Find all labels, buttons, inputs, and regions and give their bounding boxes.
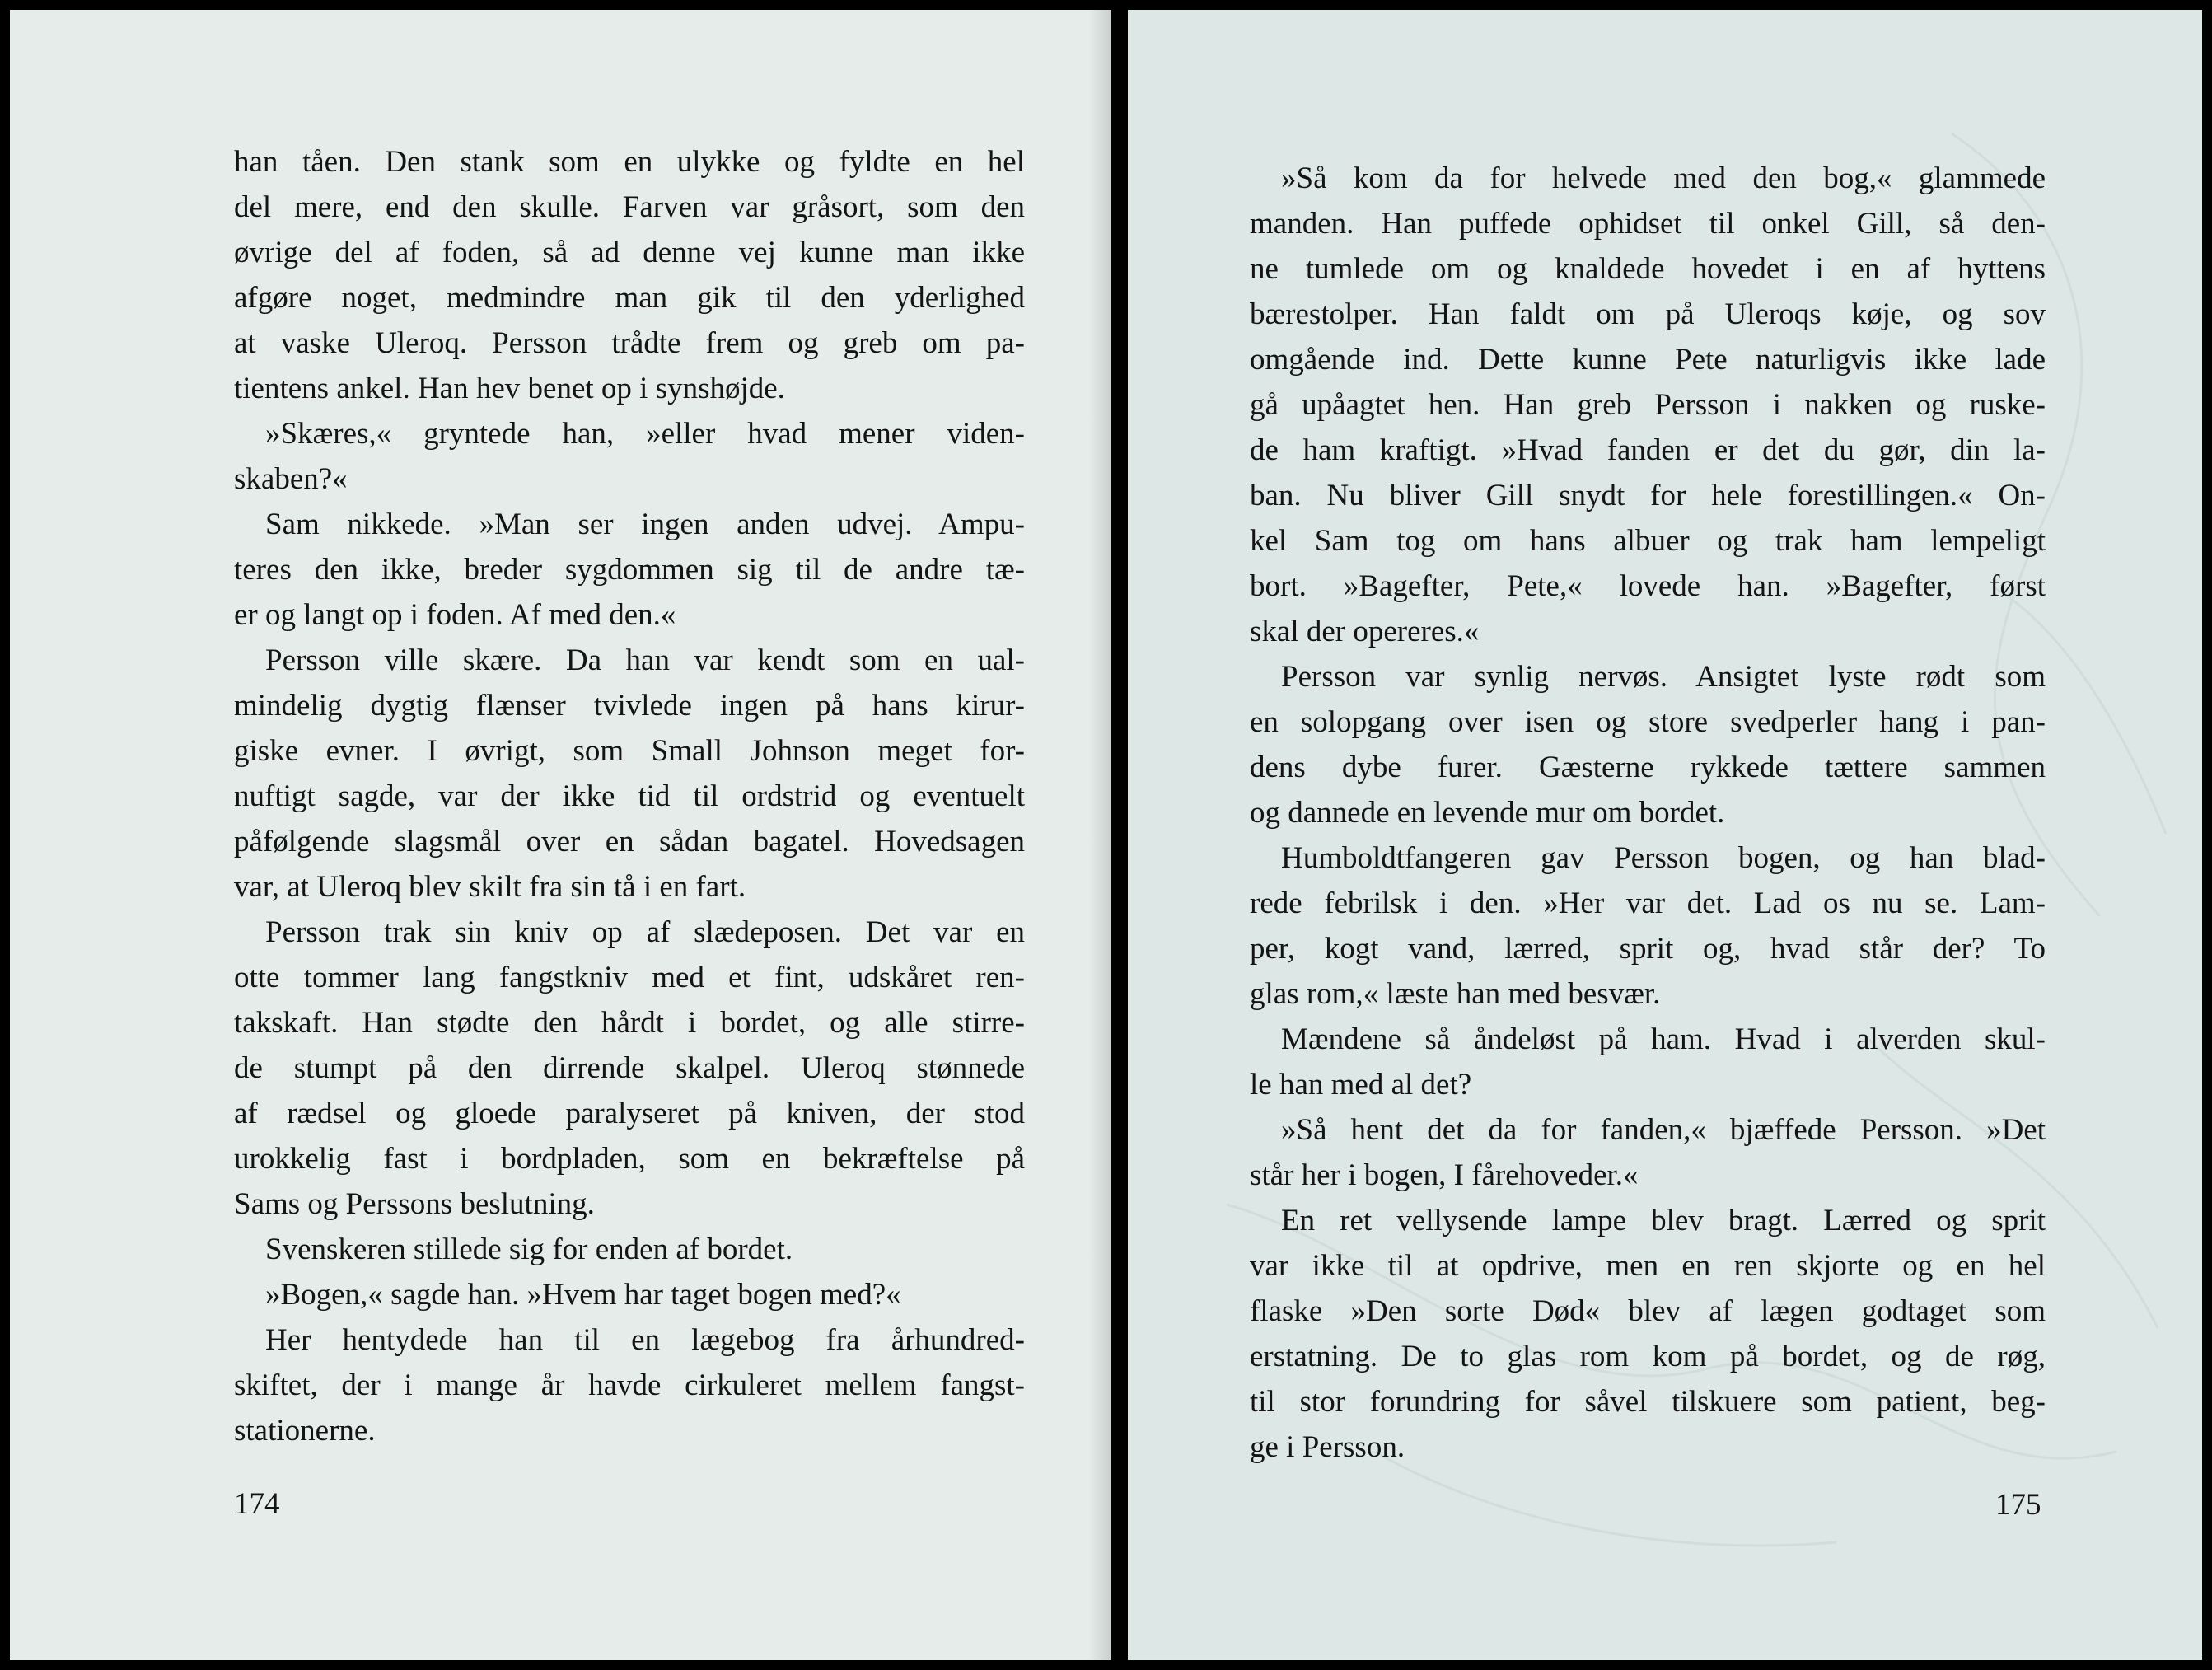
text-line: omgående ind. Dette kunne Pete naturligvis ikke lade [1250,343,2046,377]
text-line: takskaft. Han stødte den hårdt i bordet, og alle stirre- [234,1006,1025,1040]
text-line: ban. Nu bliver Gill snydt for hele forestillingen.« On- [1250,479,2046,512]
text-line: flaske »Den sorte Død« blev af lægen godtaget som [1250,1294,2046,1328]
text-line: otte tommer lang fangstkniv med et fint, udskåret ren- [234,961,1025,994]
right-page [1128,10,2202,1660]
text-line: og dannede en levende mur om bordet. [1250,796,1725,830]
right-page-text [1250,156,2046,1470]
text-line: erstatning. De to glas rom kom på bordet, og de røg, [1250,1340,2046,1373]
text-line: kel Sam tog om hans albuer og trak ham lempeligt [1250,524,2046,558]
text-line: skiftet, der i mange år havde cirkuleret mellem fangst- [234,1368,1025,1402]
text-line: le han med al det? [1250,1068,1472,1102]
text-line: han tåen. Den stank som en ulykke og fyldte en hel [234,145,1025,179]
text-line: gå upåagtet hen. Han greb Persson i nakken og ruske- [1250,388,2046,422]
text-line: Persson trak sin kniv op af slædeposen. Det var en [265,915,1025,949]
text-line: dens dybe furer. Gæsterne rykkede tættere sammen [1250,751,2046,784]
gutter-shadow [1088,10,1111,1660]
page-number-right: 175 [1995,1488,2041,1522]
text-line: Mændene så åndeløst på ham. Hvad i alverden skul- [1281,1022,2046,1056]
text-line: urokkelig fast i bordpladen, som en bekræftelse på [234,1142,1025,1176]
text-line: var ikke til at opdrive, men en ren skjorte og en hel [1250,1249,2046,1283]
text-line: manden. Han puffede ophidset til onkel Gill, så den- [1250,207,2046,241]
text-line: mindelig dygtig flænser tvivlede ingen på hans kirur- [234,689,1025,723]
text-line: giske evner. I øvrigt, som Small Johnson meget for- [234,734,1025,768]
text-line: afgøre noget, medmindre man gik til den yderlighed [234,281,1025,315]
text-line: »Bogen,« sagde han. »Hvem har taget bogen med?« [265,1278,901,1312]
text-line: påfølgende slagsmål over en sådan bagatel. Hovedsagen [234,825,1025,858]
page-number-left: 174 [234,1487,280,1521]
text-line: af rædsel og gloede paralyseret på kniven, der stod [234,1097,1025,1130]
text-line: øvrige del af foden, så ad denne vej kunne man ikke [234,236,1025,269]
text-line: står her i bogen, I fårehoveder.« [1250,1158,1639,1192]
text-line: til stor forundring for såvel tilskuere som patient, beg- [1250,1385,2046,1419]
text-line: »Så kom da for helvede med den bog,« glammede [1281,161,2046,195]
text-line: bærestolper. Han faldt om på Uleroqs køje, og sov [1250,297,2046,331]
text-line: skaben?« [234,462,348,496]
text-line: bort. »Bagefter, Pete,« lovede han. »Bagefter, først [1250,569,2046,603]
text-line: Humboldtfangeren gav Persson bogen, og han blad- [1281,841,2046,875]
text-line: En ret vellysende lampe blev bragt. Lærred og sprit [1281,1204,2046,1237]
text-line: teres den ikke, breder sygdommen sig til de andre tæ- [234,553,1025,587]
text-line: del mere, end den skulle. Farven var gråsort, som den [234,190,1025,224]
text-line: »Så hent det da for fanden,« bjæffede Persson. »Det [1281,1113,2046,1147]
text-line: Her hentydede han til en lægebog fra århundred- [265,1323,1025,1357]
text-line: en solopgang over isen og store svedperler hang i pan- [1250,705,2046,739]
text-line: at vaske Uleroq. Persson trådte frem og greb om pa- [234,326,1025,360]
text-line: Sams og Perssons beslutning. [234,1187,595,1221]
text-line: skal der opereres.« [1250,615,1480,648]
text-line: Persson var synlig nervøs. Ansigtet lyste rødt som [1281,660,2046,694]
text-line: ne tumlede om og knaldede hovedet i en af hyttens [1250,252,2046,286]
text-line: ge i Persson. [1250,1430,1405,1464]
text-line: nuftigt sagde, var der ikke tid til ordstrid og eventuelt [234,779,1025,813]
text-line: er og langt op i foden. Af med den.« [234,598,676,632]
text-line: Svenskeren stillede sig for enden af bordet. [265,1233,793,1266]
text-line: »Skæres,« gryntede han, »eller hvad mener viden- [265,417,1025,451]
text-line: var, at Uleroq blev skilt fra sin tå i en fart. [234,870,746,904]
text-line: Sam nikkede. »Man ser ingen anden udvej. Ampu- [265,508,1025,541]
text-line: tientens ankel. Han hev benet op i synshøjde. [234,372,785,405]
text-line: Persson ville skære. Da han var kendt som en ual- [265,643,1025,677]
text-line: glas rom,« læste han med besvær. [1250,977,1661,1011]
text-line: de stumpt på den dirrende skalpel. Uleroq stønnede [234,1051,1025,1085]
text-line: per, kogt vand, lærred, sprit og, hvad står der? To [1250,932,2046,966]
text-line: stationerne. [234,1414,376,1448]
text-line: de ham kraftigt. »Hvad fanden er det du gør, din la- [1250,433,2046,467]
left-page-text [234,139,1025,1453]
left-page [10,10,1111,1660]
text-line: rede febrilsk i den. »Her var det. Lad os nu se. Lam- [1250,886,2046,920]
